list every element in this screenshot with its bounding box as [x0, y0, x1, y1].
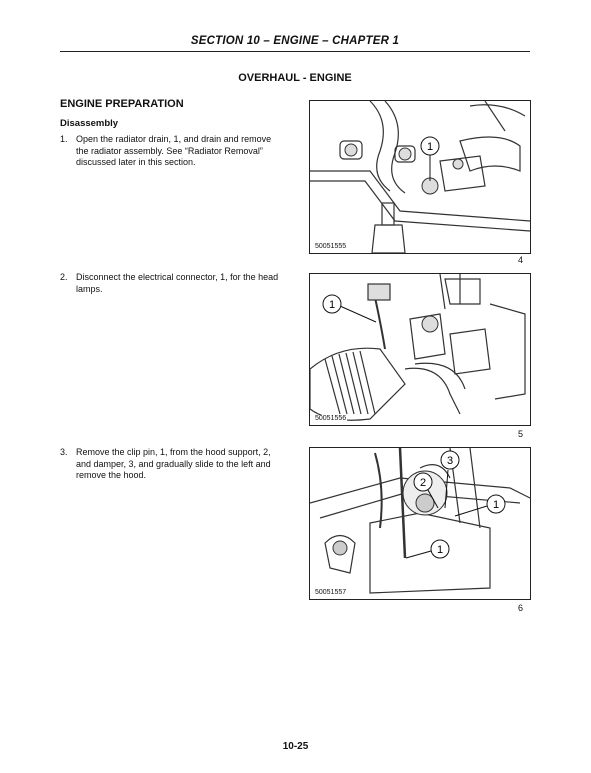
step-number: 2.	[60, 272, 68, 282]
step-3	[60, 447, 285, 482]
step-number: 3.	[60, 447, 68, 457]
callout-leader	[455, 506, 487, 516]
callout-label: 1	[492, 499, 500, 511]
step-number: 1.	[60, 134, 68, 144]
step-text: Disconnect the electrical connector, 1, for the head lamps.	[76, 272, 279, 294]
figure-electrical-connector	[309, 273, 531, 426]
figure-number: 4	[518, 255, 524, 265]
callout-label: 3	[446, 455, 454, 467]
radiator-drain-illustration	[310, 101, 530, 253]
page-title: OVERHAUL - ENGINE	[238, 72, 352, 84]
figure-number: 5	[518, 429, 524, 439]
section-header: SECTION 10 – ENGINE – CHAPTER 1	[190, 35, 400, 47]
hood-support-illustration	[310, 448, 530, 599]
figure-number: 6	[518, 603, 524, 613]
header-rule	[60, 51, 530, 52]
callout-clip-pin-lower	[406, 540, 449, 558]
figure-id: 50051557	[315, 589, 347, 596]
sub-heading: Disassembly	[60, 118, 119, 129]
callout-leader	[340, 306, 376, 322]
figure-radiator-drain	[309, 100, 531, 254]
step-1	[60, 134, 285, 169]
figure-id: 50051555	[315, 243, 347, 250]
callout-label: 1	[436, 544, 444, 556]
callout-label: 1	[328, 299, 336, 311]
section-heading: ENGINE PREPARATION	[60, 98, 184, 110]
step-2	[60, 272, 285, 295]
electrical-connector-illustration	[310, 274, 530, 425]
callout-label: 1	[426, 141, 434, 153]
callout-leader	[406, 551, 431, 558]
figure-id: 50051556	[315, 415, 347, 422]
figure-hood-support	[309, 447, 531, 600]
step-text: Open the radiator drain, 1, and drain and remove the radiator assembly. See “Radiator Removal” discussed later in this section.	[76, 134, 272, 167]
step-text: Remove the clip pin, 1, from the hood support, 2, and damper, 3, and gradually slide to the left and remove the hood.	[76, 447, 271, 480]
page-number: 10-25	[282, 741, 309, 752]
callout-label: 2	[419, 477, 427, 489]
